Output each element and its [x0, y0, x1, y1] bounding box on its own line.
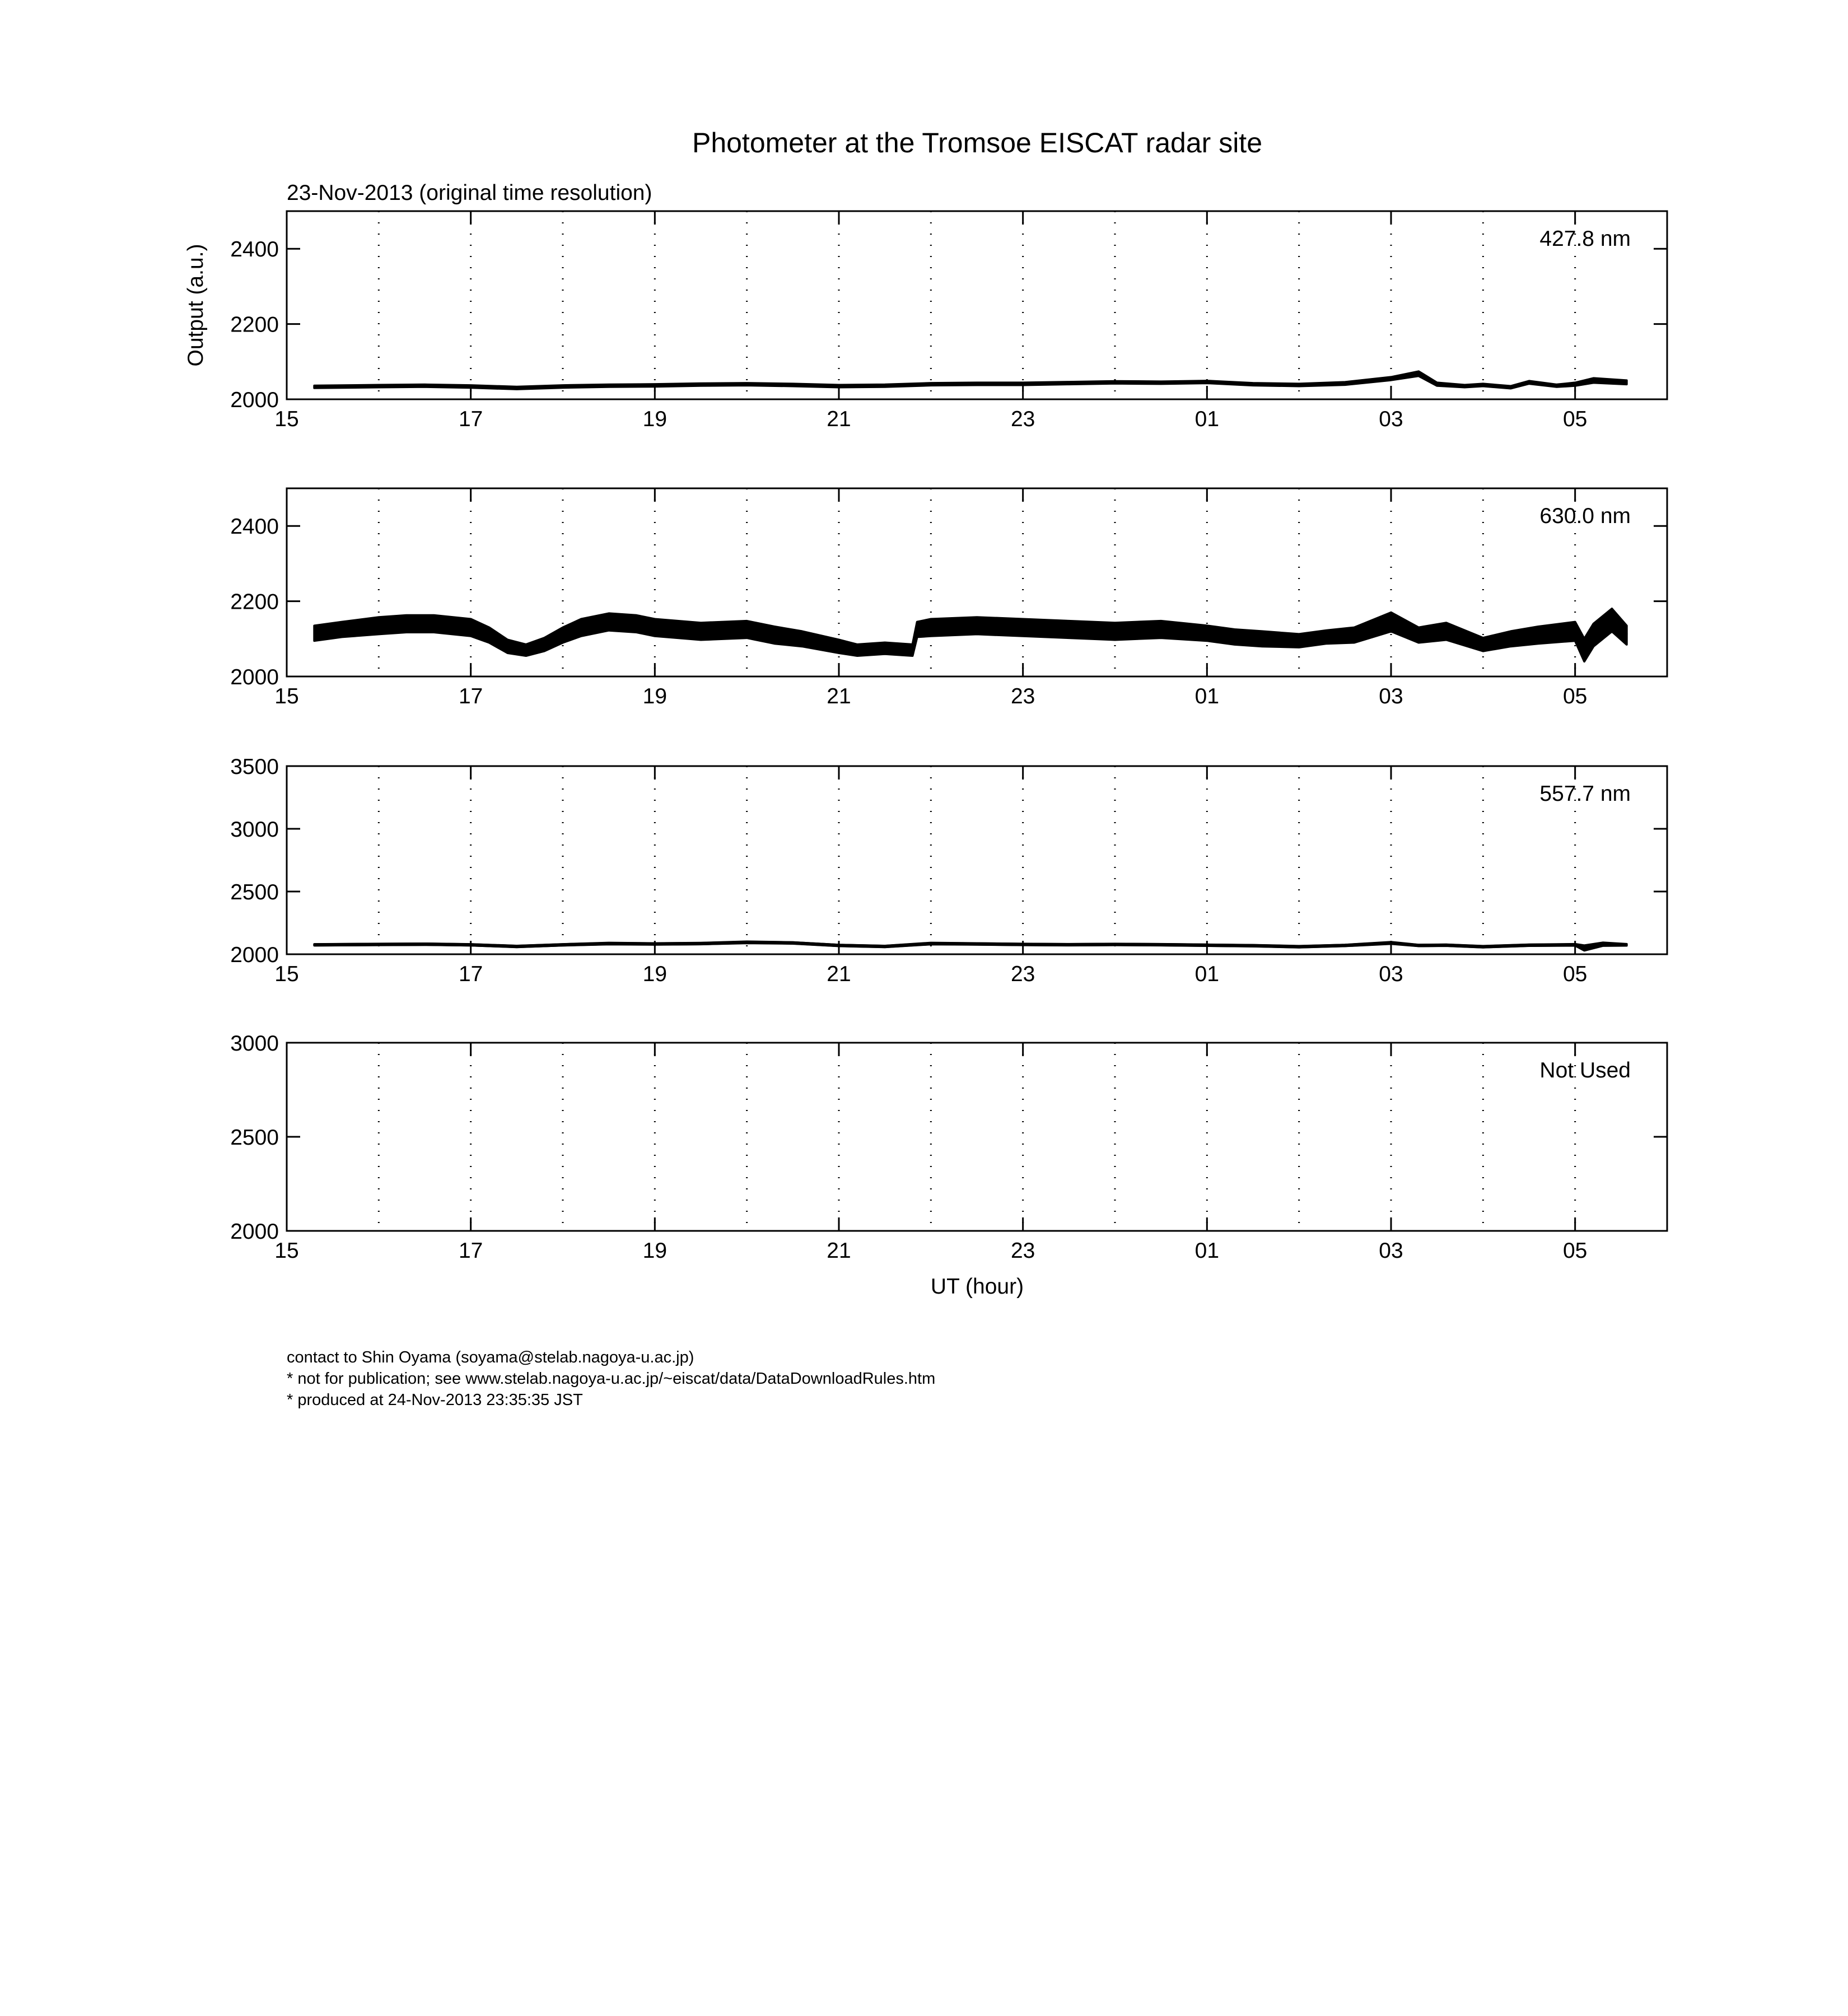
axes-frame — [287, 488, 1667, 676]
x-tick-label: 19 — [642, 962, 668, 986]
x-tick-label: 15 — [274, 962, 299, 986]
x-tick-label: 23 — [1010, 962, 1035, 986]
x-tick-label: 15 — [274, 1239, 299, 1263]
panel-label: Not Used — [1539, 1058, 1631, 1082]
axes-frame — [287, 1043, 1667, 1231]
panel-label: 630.0 nm — [1539, 504, 1631, 528]
series-line — [314, 942, 1626, 948]
x-tick-label: 05 — [1562, 407, 1588, 431]
y-tick-label: 2200 — [230, 312, 279, 337]
panel-label: 557.7 nm — [1539, 782, 1631, 806]
y-tick-label: 2500 — [230, 1126, 279, 1150]
x-tick-label: 03 — [1379, 407, 1403, 431]
panel-1 — [230, 211, 1667, 431]
panel-3 — [230, 755, 1667, 986]
panel-4 — [230, 1032, 1667, 1263]
axes-frame — [287, 766, 1667, 954]
y-tick-label: 2500 — [230, 880, 279, 904]
panel-2 — [230, 488, 1667, 708]
x-tick-label: 05 — [1562, 962, 1588, 986]
x-tick-label: 01 — [1194, 1239, 1220, 1263]
y-tick-label: 3000 — [230, 1032, 279, 1056]
x-tick-label: 23 — [1010, 684, 1035, 708]
x-tick-label: 03 — [1379, 1239, 1403, 1263]
x-tick-label: 03 — [1379, 962, 1403, 986]
x-tick-label: 21 — [827, 1239, 851, 1263]
y-tick-label: 2400 — [230, 515, 279, 539]
x-tick-label: 17 — [458, 962, 483, 986]
y-tick-label: 2400 — [230, 237, 279, 262]
y-tick-label: 2000 — [230, 1220, 279, 1244]
figure-title: Photometer at the Tromsoe EISCAT radar site — [692, 127, 1263, 158]
y-tick-label: 2200 — [230, 590, 279, 614]
x-tick-label: 15 — [274, 407, 299, 431]
x-tick-label: 03 — [1379, 684, 1403, 708]
y-tick-label: 2000 — [230, 665, 279, 689]
y-axis-label: Output (a.u.) — [184, 244, 208, 367]
x-tick-label: 23 — [1010, 1239, 1035, 1263]
x-tick-label: 23 — [1010, 407, 1035, 431]
footer-produced: * produced at 24-Nov-2013 23:35:35 JST — [287, 1391, 583, 1409]
figure-subtitle: 23-Nov-2013 (original time resolution) — [287, 181, 652, 205]
y-tick-label: 2000 — [230, 943, 279, 967]
x-tick-label: 01 — [1194, 684, 1220, 708]
x-tick-label: 21 — [827, 962, 851, 986]
x-tick-label: 05 — [1562, 1239, 1588, 1263]
x-tick-label: 19 — [642, 1239, 668, 1263]
panel-label: 427.8 nm — [1539, 227, 1631, 251]
x-tick-label: 15 — [274, 684, 299, 708]
x-tick-label: 19 — [642, 407, 668, 431]
footer — [287, 1347, 935, 1411]
footer-contact: contact to Shin Oyama (soyama@stelab.nagoya-u.ac.jp) — [287, 1348, 694, 1366]
x-tick-label: 21 — [827, 407, 851, 431]
x-tick-label: 17 — [458, 407, 483, 431]
x-tick-label: 01 — [1194, 962, 1220, 986]
x-tick-label: 17 — [458, 684, 483, 708]
y-tick-label: 3500 — [230, 755, 279, 779]
footer-rules: * not for publication; see www.stelab.nagoya-u.ac.jp/~eiscat/data/DataDownloadRules.htm — [287, 1370, 936, 1388]
axes-frame — [287, 211, 1667, 399]
x-tick-label: 19 — [642, 684, 668, 708]
y-tick-label: 2000 — [230, 388, 279, 412]
y-tick-label: 3000 — [230, 818, 279, 842]
x-tick-label: 01 — [1194, 407, 1220, 431]
panels — [230, 211, 1667, 1263]
x-tick-label: 17 — [458, 1239, 483, 1263]
x-tick-label: 05 — [1562, 684, 1588, 708]
x-axis-label: UT (hour) — [930, 1275, 1024, 1299]
x-tick-label: 21 — [827, 684, 851, 708]
